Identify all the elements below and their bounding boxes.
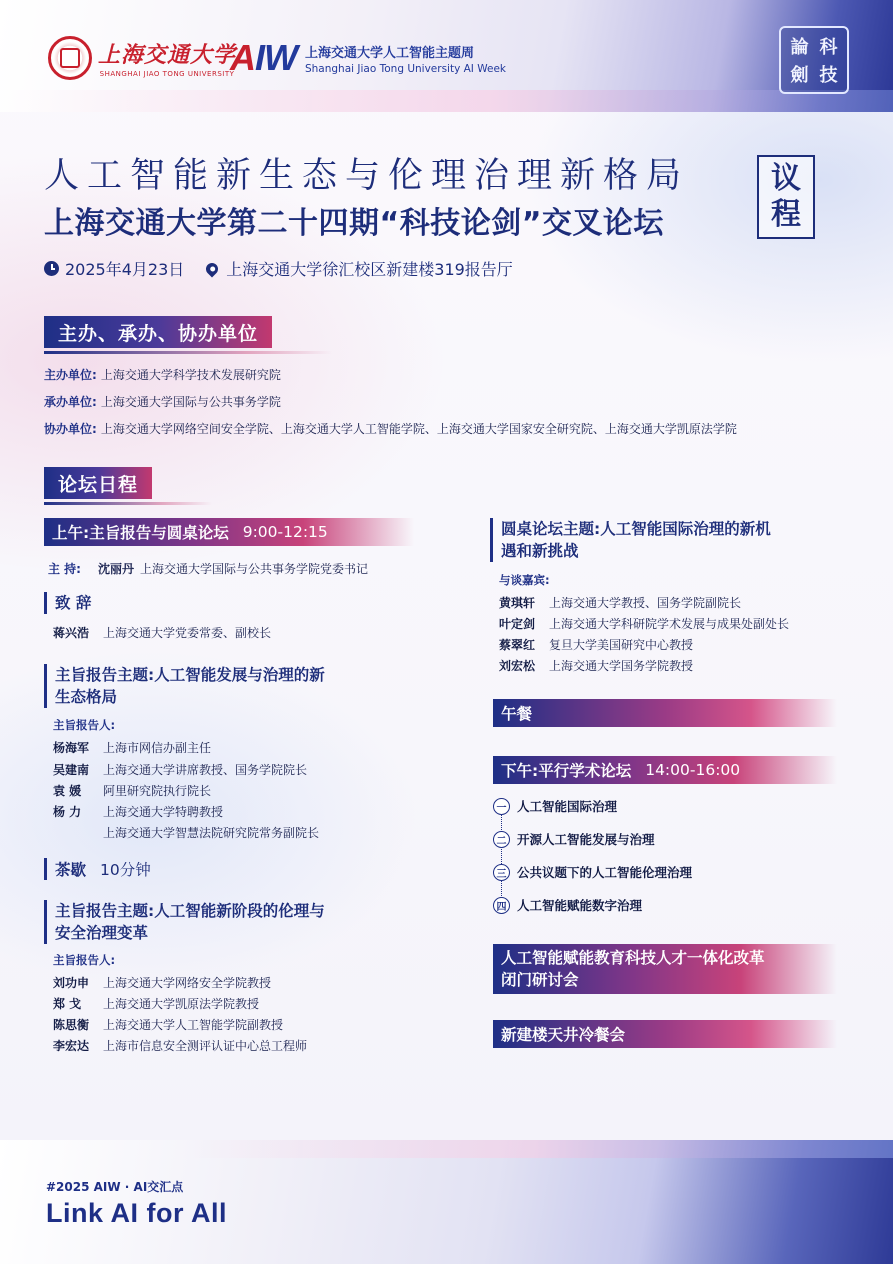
forum-item-3: 三 公共议题下的人工智能伦理治理 (493, 863, 692, 881)
keynote1-title: 主旨报告主题:人工智能发展与治理的新 生态格局 (44, 664, 325, 708)
aiw-title-cn: 上海交通大学人工智能主题周 (304, 45, 474, 61)
speaker-row: 郑 戈 上海交通大学凯原法学院教授 (53, 997, 260, 1011)
clock-icon (44, 261, 59, 276)
aiw-logo (230, 37, 507, 78)
speaker-row: 陈思衡 上海交通大学人工智能学院副教授 (53, 1018, 284, 1032)
keynote2-speakers-label: 主旨报告人: (53, 953, 116, 967)
guest-row: 刘宏松 上海交通大学国务学院教授 (499, 659, 694, 673)
speaker-row: 杨海军 上海市网信办副主任 (53, 741, 212, 755)
aiw-mark-icon: AIW (230, 37, 297, 78)
welcome-title: 致 辞 (44, 592, 91, 614)
organizer-unit: 承办单位: 上海交通大学国际与公共事务学院 (44, 395, 281, 409)
event-meta (44, 257, 513, 280)
aiw-title-en: Shanghai Jiao Tong University AI Week (304, 62, 507, 75)
keynote1-speakers-label: 主旨报告人: (53, 718, 116, 732)
speaker-row: 刘功申 上海交通大学网络安全学院教授 (53, 976, 272, 990)
event-date: 2025年4月23日 (65, 260, 185, 279)
tea-break: 茶歇 10分钟 (44, 858, 151, 880)
morning-band: 上午:主旨报告与圆桌论坛 9:00-12:15 (44, 518, 414, 546)
afternoon-band: 下午:平行学术论坛 14:00-16:00 (493, 756, 837, 784)
main-title: 人工智能新生态与伦理治理新格局 (44, 156, 690, 196)
forum-list-connector (501, 812, 502, 906)
host-unit: 主办单位: 上海交通大学科学技术发展研究院 (44, 368, 281, 382)
sjtu-logo-en: SHANGHAI JIAO TONG UNIVERSITY (99, 70, 235, 78)
dinner-band: 新建楼天井冷餐会 (493, 1020, 837, 1048)
sjtu-seal-icon (48, 36, 92, 80)
schedule-header: 论坛日程 (44, 467, 152, 499)
speaker-row: 袁 媛 阿里研究院执行院长 (53, 784, 212, 798)
guest-row: 叶定剑 上海交通大学科研院学术发展与成果处副处长 (499, 617, 790, 631)
lunch-band: 午餐 (493, 699, 837, 727)
guest-row: 黄琪轩 上海交通大学教授、国务学院副院长 (499, 596, 742, 610)
agenda-badge: 议 程 (757, 155, 815, 239)
roundtable-title: 圆桌论坛主题:人工智能国际治理的新机 遇和新挑战 (490, 518, 771, 562)
speaker-row: 李宏达 上海市信息安全测评认证中心总工程师 (53, 1039, 308, 1053)
roundtable-guests-label: 与谈嘉宾: (499, 573, 550, 587)
seminar-band: 人工智能赋能教育科技人才一体化改革 闭门研讨会 (493, 944, 837, 994)
speaker-row: 吴建南 上海交通大学讲席教授、国务学院院长 (53, 763, 308, 777)
forum-item-2: 二 开源人工智能发展与治理 (493, 830, 655, 848)
guest-row: 蔡翠红 复旦大学美国研究中心教授 (499, 638, 694, 652)
sjtu-logo (48, 36, 236, 80)
welcome-row: 蒋兴浩 上海交通大学党委常委、副校长 (53, 626, 272, 640)
co-organizer-unit: 协办单位: 上海交通大学网络空间安全学院、上海交通大学人工智能学院、上海交通大学国家安全研究院、上海交通大学凯原法学院 (44, 422, 737, 436)
host-row: 主 持: 沈丽丹 上海交通大学国际与公共事务学院党委书记 (48, 562, 369, 576)
forum-item-1: 一 人工智能国际治理 (493, 797, 617, 815)
speaker-row: 杨 力 上海交通大学特聘教授 (53, 805, 224, 819)
location-pin-icon (204, 260, 221, 277)
event-location: 上海交通大学徐汇校区新建楼319报告厅 (226, 260, 513, 279)
forum-item-4: 四 人工智能赋能数字治理 (493, 896, 642, 914)
footer-hashtag: #2025 AIW · AI交汇点 (46, 1180, 184, 1194)
footer-slogan: Link AI for All (46, 1198, 227, 1228)
sjtu-logo-cn: 上海交通大学 (98, 42, 237, 68)
kejilunjian-seal: 論 科 劍 技 (779, 26, 849, 94)
keynote2-title: 主旨报告主题:人工智能新阶段的伦理与 安全治理变革 (44, 900, 325, 944)
speaker-row: 上海交通大学智慧法院研究院常务副院长 (103, 826, 320, 840)
organizers-header: 主办、承办、协办单位 (44, 316, 272, 348)
sub-title: 上海交通大学第二十四期“科技论剑”交叉论坛 (44, 206, 664, 241)
